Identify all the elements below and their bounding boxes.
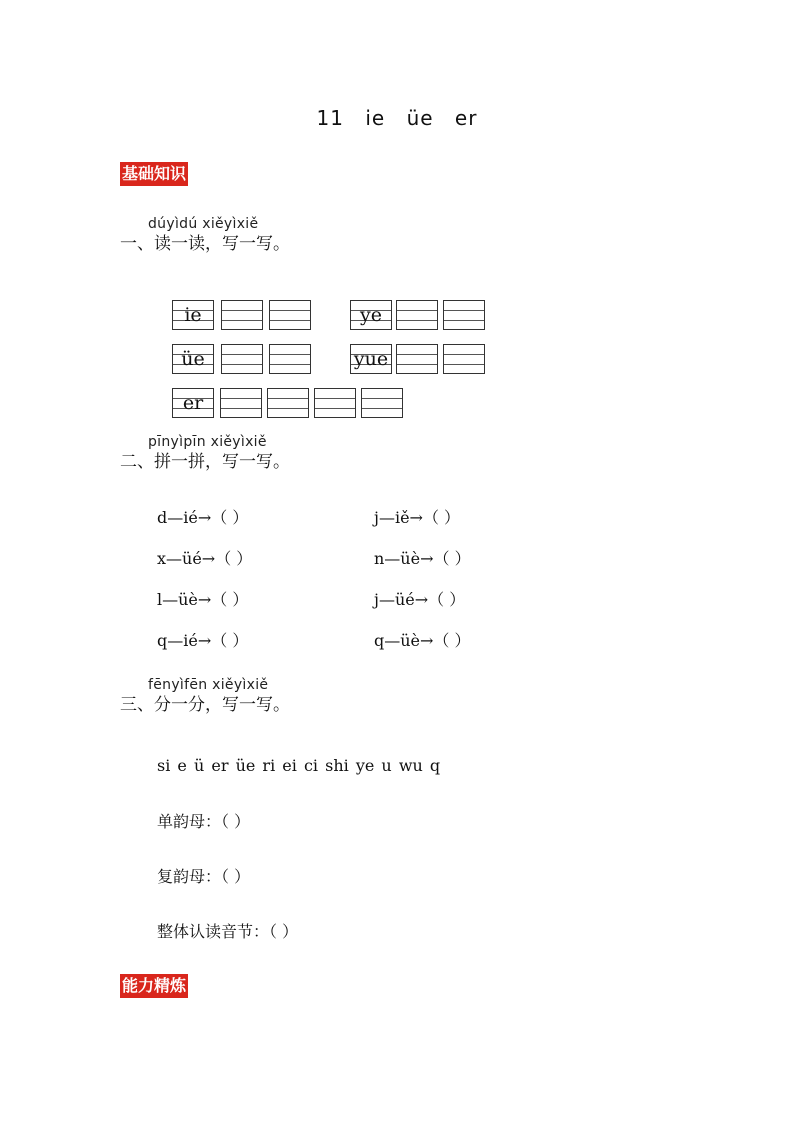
writing-cell-example bbox=[350, 300, 392, 330]
writing-cell-example bbox=[172, 344, 214, 374]
writing-cell[interactable] bbox=[361, 388, 403, 418]
writing-cell[interactable] bbox=[396, 344, 438, 374]
q2-heading: 二、拼一拼，写一写。 bbox=[120, 452, 290, 472]
whole-syllables-answer[interactable]: 整体认读音节：（ ） bbox=[157, 922, 299, 941]
writing-cell[interactable] bbox=[267, 388, 309, 418]
q3-heading: 三、分一分，写一写。 bbox=[120, 695, 290, 715]
compound-finals-answer[interactable]: 复韵母：（ ） bbox=[157, 867, 251, 886]
writing-cell[interactable] bbox=[443, 300, 485, 330]
cell-letter: yue bbox=[353, 348, 389, 370]
spelling-exercise[interactable]: q—üè→（ ） bbox=[374, 631, 471, 650]
writing-cell[interactable] bbox=[396, 300, 438, 330]
q3-pinyin: fēnyìfēn xiěyìxiě bbox=[148, 677, 269, 693]
writing-cell-example bbox=[172, 388, 214, 418]
page-title: 11 ie üe er bbox=[316, 106, 478, 130]
writing-cell[interactable] bbox=[269, 300, 311, 330]
spelling-exercise[interactable]: x—üé→（ ） bbox=[157, 549, 253, 568]
spelling-exercise[interactable]: j—iě→（ ） bbox=[374, 508, 461, 527]
q1-heading: 一、读一读，写一写。 bbox=[120, 234, 290, 254]
writing-cell-example bbox=[350, 344, 392, 374]
writing-cell[interactable] bbox=[269, 344, 311, 374]
single-finals-answer[interactable]: 单韵母：（ ） bbox=[157, 812, 251, 831]
writing-cell[interactable] bbox=[221, 344, 263, 374]
cell-letter: ie bbox=[184, 304, 202, 326]
writing-cell[interactable] bbox=[221, 300, 263, 330]
writing-cell[interactable] bbox=[443, 344, 485, 374]
basic-knowledge-tag: 基础知识 bbox=[120, 162, 188, 186]
cell-letter: er bbox=[182, 392, 204, 414]
spelling-exercise[interactable]: j—üé→（ ） bbox=[374, 590, 466, 609]
q2-pinyin: pīnyìpīn xiěyìxiě bbox=[148, 434, 267, 450]
writing-cell[interactable] bbox=[314, 388, 356, 418]
ability-practice-tag: 能力精炼 bbox=[120, 974, 188, 998]
letter-bank: si e ü er üe ri ei ci shi ye u wu q bbox=[157, 756, 441, 775]
q1-pinyin: dúyìdú xiěyìxiě bbox=[148, 216, 259, 232]
writing-cell[interactable] bbox=[220, 388, 262, 418]
spelling-exercise[interactable]: q—ié→（ ） bbox=[157, 631, 249, 650]
spelling-exercise[interactable]: l—üè→（ ） bbox=[157, 590, 249, 609]
spelling-exercise[interactable]: n—üè→（ ） bbox=[374, 549, 471, 568]
writing-cell-example bbox=[172, 300, 214, 330]
cell-letter: ye bbox=[360, 304, 382, 326]
spelling-exercise[interactable]: d—ié→（ ） bbox=[157, 508, 249, 527]
cell-letter: üe bbox=[181, 348, 205, 370]
